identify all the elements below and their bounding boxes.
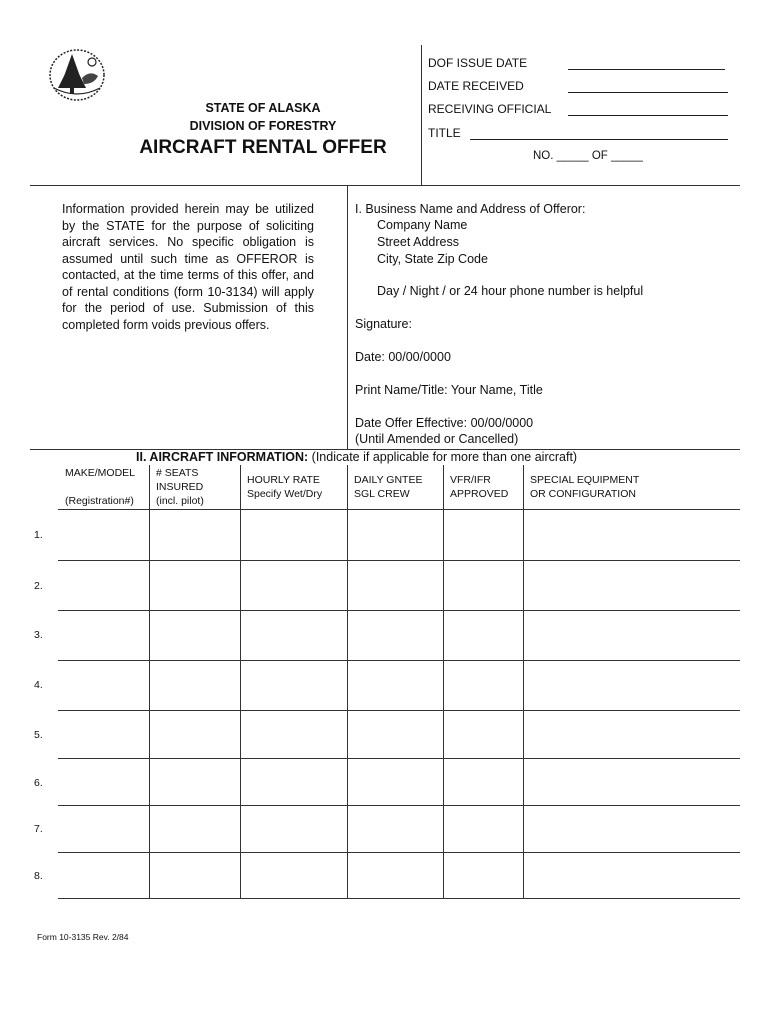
- issue-date-label: DOF ISSUE DATE: [428, 56, 528, 70]
- row-line-8: [58, 898, 740, 899]
- date-received-field[interactable]: [568, 92, 728, 93]
- date-field[interactable]: Date: 00/00/0000: [355, 350, 451, 364]
- col-hourly-1: HOURLY RATE: [247, 474, 320, 486]
- col-vfr-1: VFR/IFR: [450, 474, 491, 486]
- col-line-seats: [149, 465, 150, 899]
- section2-heading-note: (Indicate if applicable for more than one aircraft): [308, 450, 578, 464]
- row-number-1: 1.: [34, 529, 43, 541]
- state-heading: STATE OF ALASKA: [205, 101, 321, 115]
- date-received-label: DATE RECEIVED: [428, 79, 524, 93]
- alaska-forestry-seal-icon: [48, 48, 106, 102]
- row-line-3: [58, 660, 740, 661]
- print-name-title[interactable]: Print Name/Title: Your Name, Title: [355, 383, 543, 397]
- city-state-zip[interactable]: City, State Zip Code: [377, 252, 488, 266]
- phone-note: Day / Night / or 24 hour phone number is helpful: [377, 284, 644, 298]
- section2-heading: [136, 449, 577, 466]
- receiving-official-field[interactable]: [568, 115, 728, 116]
- row-line-4: [58, 710, 740, 711]
- col-daily-2: SGL CREW: [354, 488, 410, 500]
- row-line-5: [58, 758, 740, 759]
- row-number-7: 7.: [34, 823, 43, 835]
- title-label: TITLE: [428, 126, 461, 140]
- row-line-header: [58, 509, 740, 510]
- row-number-8: 8.: [34, 870, 43, 882]
- receiving-official-label: RECEIVING OFFICIAL: [428, 102, 552, 116]
- col-special-1: SPECIAL EQUIPMENT: [530, 474, 640, 486]
- row-line-6: [58, 805, 740, 806]
- header-vertical-divider: [421, 45, 422, 185]
- row-number-6: 6.: [34, 777, 43, 789]
- intro-paragraph: Information provided herein may be utilized by the STATE for the purpose of soliciting aircraft services. No specific obligation is assumed until such time as OFFEROR is contacted, at the time terms of this offer, and of rental conditions (form 10-3134) will apply for the period of use. Submission of this completed form voids previous offers.: [62, 202, 314, 332]
- section-vertical-divider: [347, 186, 348, 450]
- header-bottom-rule: [30, 185, 740, 186]
- section1-heading: I. Business Name and Address of Offeror:: [355, 202, 586, 216]
- row-number-2: 2.: [34, 580, 43, 592]
- form-number-footer: Form 10-3135 Rev. 2/84: [37, 932, 129, 942]
- form-count: NO. _____ OF _____: [533, 150, 643, 162]
- street-address[interactable]: Street Address: [377, 235, 459, 249]
- row-line-1: [58, 560, 740, 561]
- until-amended-note: (Until Amended or Cancelled): [355, 432, 519, 446]
- division-heading: DIVISION OF FORESTRY: [189, 119, 337, 133]
- col-seats-2: INSURED: [156, 481, 204, 493]
- form-title: AIRCRAFT RENTAL OFFER: [139, 137, 387, 158]
- col-registration: (Registration#): [65, 495, 134, 507]
- col-make-model: MAKE/MODEL: [65, 467, 136, 479]
- col-hourly-2: Specify Wet/Dry: [247, 488, 323, 500]
- title-field[interactable]: [470, 139, 728, 140]
- col-seats-3: (incl. pilot): [156, 495, 204, 507]
- col-line-vfr: [443, 465, 444, 899]
- row-line-7: [58, 852, 740, 853]
- col-seats-1: # SEATS: [156, 467, 199, 479]
- company-name[interactable]: Company Name: [377, 218, 468, 232]
- row-number-4: 4.: [34, 679, 43, 691]
- col-vfr-2: APPROVED: [450, 488, 509, 500]
- row-number-5: 5.: [34, 729, 43, 741]
- col-line-daily: [347, 465, 348, 899]
- signature-label[interactable]: Signature:: [355, 317, 412, 331]
- col-line-hourly: [240, 465, 241, 899]
- col-special-2: OR CONFIGURATION: [530, 488, 636, 500]
- row-line-2: [58, 610, 740, 611]
- issue-date-field[interactable]: [568, 69, 725, 70]
- section2-heading-bold: II. AIRCRAFT INFORMATION:: [136, 450, 309, 464]
- col-daily-1: DAILY GNTEE: [354, 474, 423, 486]
- row-number-3: 3.: [34, 629, 43, 641]
- offer-effective-date[interactable]: Date Offer Effective: 00/00/0000: [355, 416, 534, 430]
- col-line-special: [523, 465, 524, 899]
